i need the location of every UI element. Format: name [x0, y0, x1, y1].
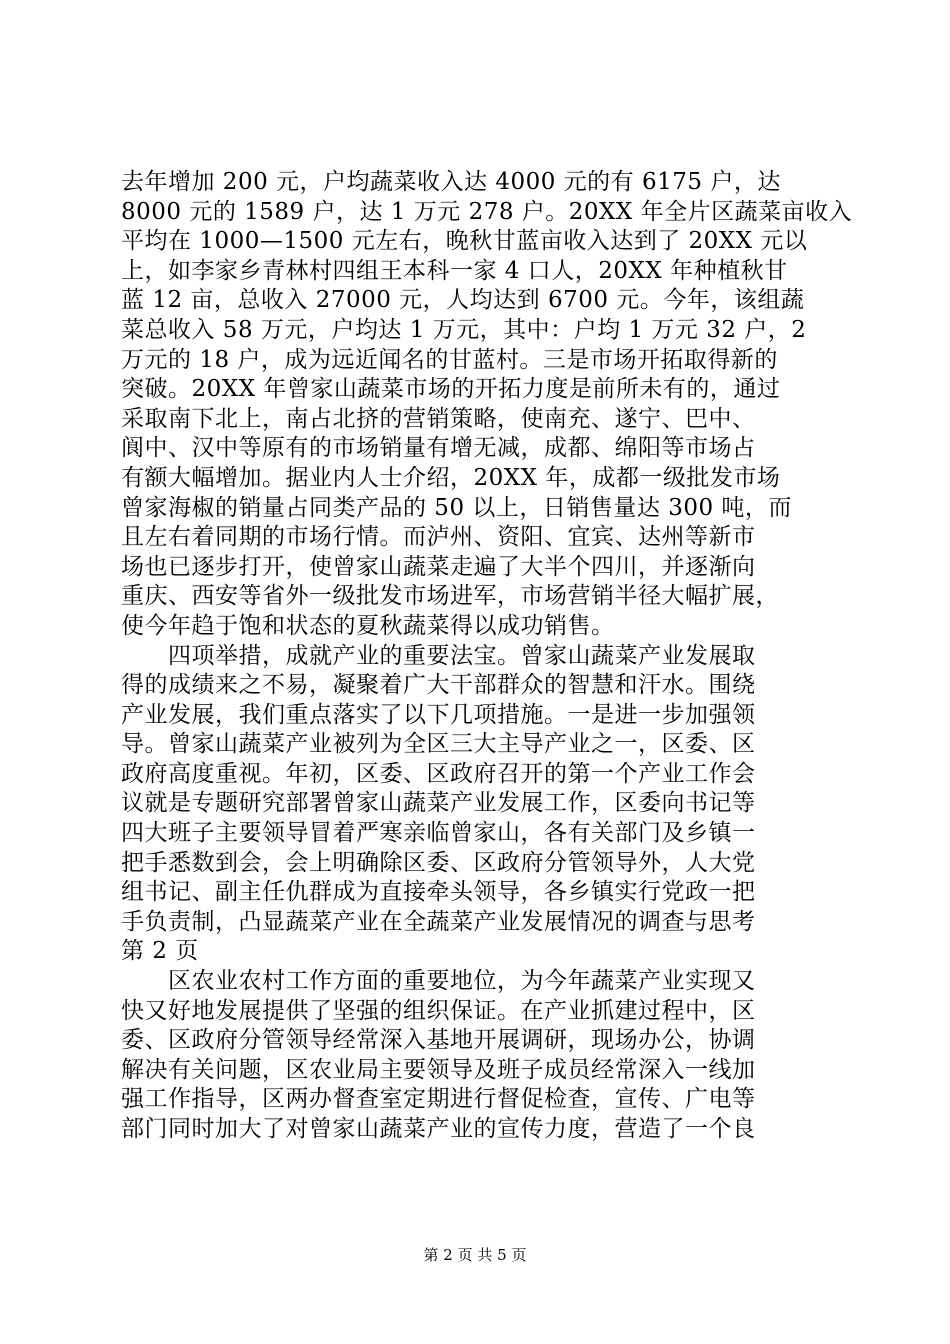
text-line: 曾家海椒的销量占同类产品的 50 以上，日销售量达 300 吨，而 [121, 494, 792, 521]
text-line: 场也已逐步打开，使曾家山蔬菜走遍了大半个四川，并逐渐向 [121, 553, 756, 580]
text-line: 组书记、副主任仇群成为直接牵头领导，各乡镇实行党政一把 [121, 879, 756, 906]
text-line: 平均在 1000—1500 元左右，晚秋甘蓝亩收入达到了 20XX 元以 [121, 228, 808, 255]
text-line: 去年增加 200 元，户均蔬菜收入达 4000 元的有 6175 户，达 [121, 169, 781, 195]
text-line: 委、区政府分管领导经常深入基地开展调研，现场办公，协调 [121, 1027, 756, 1054]
text-line: 导。曾家山蔬菜产业被列为全区三大主导产业之一，区委、区 [121, 731, 756, 758]
text-line: 政府高度重视。年初，区委、区政府召开的第一个产业工作会 [121, 760, 756, 787]
text-line: 使今年趋于饱和状态的夏秋蔬菜得以成功销售。 [121, 612, 615, 639]
text-line: 强工作指导，区两办督查室定期进行督促检查，宣传、广电等 [121, 1086, 756, 1113]
text-line: 快又好地发展提供了坚强的组织保证。在产业抓建过程中，区 [121, 997, 756, 1024]
text-line: 四项举措，成就产业的重要法宝。曾家山蔬菜产业发展取 [121, 642, 756, 669]
text-line: 议就是专题研究部署曾家山蔬菜产业发展工作，区委向书记等 [121, 790, 756, 817]
text-line: 四大班子主要领导冒着严寒亲临曾家山，各有关部门及乡镇一 [121, 820, 756, 847]
text-line: 菜总收入 58 万元，户均达 1 万元，其中：户均 1 万元 32 户，2 [121, 316, 807, 343]
text-line: 采取南下北上，南占北挤的营销策略，使南充、遂宁、巴中、 [121, 405, 756, 432]
text-line: 突破。20XX 年曾家山蔬菜市场的开拓力度是前所未有的，通过 [121, 376, 781, 403]
text-line: 得的成绩来之不易，凝聚着广大干部群众的智慧和汗水。围绕 [121, 672, 756, 699]
text-line: 有额大幅增加。据业内人士介绍，20XX 年，成都一级批发市场 [121, 464, 781, 491]
text-line: 手负责制，凸显蔬菜产业在全蔬菜产业发展情况的调查与思考 [121, 908, 756, 935]
text-line: 阆中、汉中等原有的市场销量有增无减，成都、绵阳等市场占 [121, 435, 756, 462]
text-line: 解决有关问题，区农业局主要领导及班子成员经常深入一线加 [121, 1056, 756, 1083]
text-line: 第 2 页 [121, 938, 199, 965]
text-line: 且左右着同期的市场行情。而泸州、资阳、宜宾、达州等新市 [121, 524, 756, 551]
text-line: 部门同时加大了对曾家山蔬菜产业的宣传力度，营造了一个良 [121, 1116, 756, 1142]
text-line: 重庆、西安等省外一级批发市场进军，市场营销半径大幅扩展， [121, 583, 779, 610]
body-text [121, 168, 853, 1145]
page-number: 第 2 页 共 5 页 [423, 1246, 527, 1264]
text-line: 上，如李家乡青林村四组王本科一家 4 口人，20XX 年种植秋甘 [121, 257, 788, 284]
text-line: 把手悉数到会，会上明确除区委、区政府分管领导外，人大党 [121, 849, 756, 876]
text-line: 蓝 12 亩，总收入 27000 元，人均达到 6700 元。今年，该组蔬 [121, 287, 805, 314]
text-line: 万元的 18 户，成为远近闻名的甘蓝村。三是市场开拓取得新的 [121, 346, 778, 373]
text-line: 区农业农村工作方面的重要地位，为今年蔬菜产业实现又 [121, 968, 756, 995]
text-line: 产业发展，我们重点落实了以下几项措施。一是进一步加强领 [121, 701, 756, 728]
text-line: 8000 元的 1589 户，达 1 万元 278 户。20XX 年全片区蔬菜亩收入 [121, 198, 853, 225]
page-footer [0, 1245, 950, 1265]
